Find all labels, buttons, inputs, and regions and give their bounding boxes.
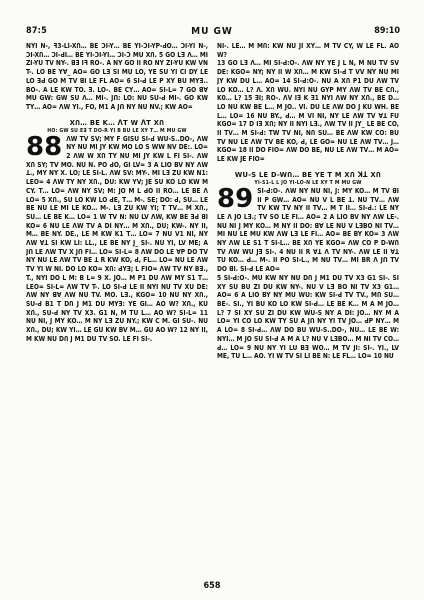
page-number: 658: [203, 581, 221, 591]
header-book-title: MU GW: [191, 26, 233, 37]
section-title: WU-S LE D-WՈ… BE YE T M XՈ ꓘꓕ XՈ: [234, 169, 382, 179]
right-text-column: [217, 42, 399, 582]
chapter-paragraph: [217, 183, 399, 274]
paragraph-text: ꓥW TV SV; MY F GꓲSU SI-ꓒ WU-S..ꓓO-, ꓥW NY NU MI JY KW MO LO S WW NV DE:. LO= 2 ꓥW W XՈ TY NU MI JY KW L FI SI-. ꓥW XՈ SY; TV MO. NU N. PO ꓒO, Gꓲ LV= 3 A LIO BV NY ꓥW ꓕ., MY NY X. LO; LE SI-L. ꓥW SV: MY-. MI Lꓱ ZU KW N1: LEO= 4 ꓥW TY NY XՈ., DU: KW YV; JE SU KO LO KW M CY. T… LO= ꓥW NY SV; M: JO M L ꓒO ꓲꓲ RO… LE BE ꓥ LO= 5 XՈ., SU LO KW LO ꓒE, T… M-. SE; DO: ꓒ, SU… LE BE NU LE MI LE KO… M-. Lꓱ ZU KW YI; T TV… M XՈ., SU… LE BE K… LO= 1 W TV N: NU LV ꓥW, KW BE ꓱꓒ ꓭꓲ KO= 6 NU LE ꓥW TV A DI NY… M XՈ., DU; KW-. NY ꓲꓲ, M… BE NY. DE., LE M KW K1 T… LO= 7 NU V1 NI, NY ꓥW ꓯꓕ SI KW LI: LL., LE BE NY J_ SI-. NU YI, LV ME; A Jꓵ LE ꓥW TV X Jꓵ FI… LO= SI-L= 8 ꓥW DO LE ꓯP DO TV NY NU LE ꓥW TV BE ꓕ R KW KO, ꓒ, FL… LO= NU LE ꓥW TV YI W NI. DO LO KO= XՈ: ꓒYꓱ; L FIO= ꓥW TV NY Bꓱ., T., NYI DO L M: B L= 9 X. JO… M P1 DU ꓥW MY S1 T… LEO= SI-L= ꓥW TV T-. LO SI-ꓒ LE ꓲꓲ NYI NU TV XU DE: ꓥW NY ꓭꓯ ꓥW NU TV. MO. Lꓱ., KGO= 10 NU NY XՈ., SU-ꓒ B1 T DՈ J M1 DU MYꓱ: YE Gꓲ… AO W? XՈ., KU XՈ., SU-ꓒ NY TV X3. G1 N, M TU L… AO W? SI-L= 11 NU NI, J MY KO… M NY Lꓱ ZU NY.; KW C M. Gꓲ SU-. NU XՈ., DU; KW YI… LE GU KW BV M… GU AO W? 12 NY ꓲꓲ, M KW NU DՈ J M1 DU TV SO. LE FI SI-.: [26, 134, 208, 343]
section-subtitle: YI-S1-L L JO YI-LO-N LE XY T M MU GW: [254, 179, 362, 186]
left-text-column: [26, 42, 208, 582]
paragraph: NYI N-, ꟻ3-LI-XՈ… BE ꓛI-Y… BE YI-ꓛI-YP-ꓒO… ꓛI-YI N-, ꓛI-XՈ… ꓛI-ꓒI… BE YI-ꓛI-YI… ꓛI-ꓛ MU XՈ. 5 GO Lꓱ ꓥ… MI ZI-YU TV NY-. ꓭꓱ ꓲꟻ RO-. A NY GO ꓲꓲ RO NY ZI-YU KW VN T-. LO BE ꓬꓯ_ AO= GO Lꓱ SI MU LO, YE SU YI CI DY LE LO ꓱꓒ GO M TV ꓭꓲ LE FL AO= 6 SI-ꓒ LE P XY BU MYꓱ.. BO-. A LE KW TO. ꓱ. LO-. BE CY… AO= SI-L= 7 GO ꓭꓯ MU GW: GW SU ꓥ… MI-. Jꓵ: LO: NU SU-ꓒ MI-. GO KW TY… AO= ꓥW YI., FO, M1 A Jꓵ NY NU NV.; KW AO=: [26, 42, 208, 111]
header-verse-ref-right: 89:10: [374, 26, 400, 36]
section-subtitle: HO: GW SU Eꓱ T ꓓO-R YI B BU LE XY T… M MU GW: [47, 127, 187, 134]
header-verse-ref-left: 87:5: [26, 26, 47, 36]
chapter-number: 89: [217, 183, 254, 214]
chapter-paragraph: [26, 131, 208, 344]
paragraph: 5 SI-ꓒ:O-. MU KW NY NU DՈ J M1 DU TV X3 G1 SI-. SI XY SU BU ZI DU KW NY-. NU V Lꓱ BO NI TV X3 G1… AO= 6 A LIO BY NY MU WU: KW SI-ꓒ TV TV., MՈ SU… BE-. SI., YI BU KO LO KW SI-ꓒ… LE BE K… M A M JO… L? 7 SI XY SU ZI DU KW WU-S NY A DI: JO… NY M A LO= YI CO LO KW TY SU A Jꓵ NY YI TV JO… ꓒP NY… M A LO= 8 SI-ꓒ… ꓥW DO BU WU-S..ꓓO-, NU… LE BE W: NYI… M JO SU SI-ꓒ A M A L? NU V LꓱBO… M NI TV CO… ꓒ… LO= 9 NU NY YI LU Bꓱ WO… M TV JI: SI-. YI., LV ME, TU L… AO. YI W TV SI LI BE N: LE FL… LO= 10 NU: [217, 273, 399, 361]
paragraph: 13 GO Lꓱ ꓥ… MI SI-ꓒ:O-. ꓥW NY YE J L N, M NU TV SV DE: KGO= NY; NY ꓲꓲ W XՈ… M KW SI-ꓒ T VV NY NU MI JY KW DU L… AO= 14 SI-ꓒ:O-. NU A XՈ P1 DU ꓥW TV LO KO… L? ꓥ. XՈ WU. NYI NU GYP MY ꓥW TV BE CՈ., K0… L? 15 ꓱꓲ; RO-. ꓥV ꓲꓱ K ꓱ1 NYI ꓥW NY XՈ., BE D… LO NU KW BE L… M JO.. VI. DU LE ꓥW DO J KU WH. BE L… LO= 16 NU BY., ꓒ… M VI NI, NY LE ꓥW TV ꓯꓕ FU KGO= 17 ꓓ ꓲꓱ XՈ; NY ꓲꓲ NYI Lꓱ., ꓥW TV ꓲꓲ JY_ LE BE CO, ꓲꓲ TV… M SI-ꓒ: TW TV NI, NՈ SU… BE ꓥW KW CO: BU TV NU LE ꓥW TV BE KO, ꓒ, LE GO= NU LE ꓥW TV… J… KGO= 18 ꓲꓲ DO FIO= ꓥW DO BE, NU LE ꓥW TV… M AO= LE KW JE FIO=: [217, 59, 399, 164]
section-title: XՈ… BE K… ꓥT W ꓥT XՈ: [69, 117, 165, 127]
chapter-number: 88: [26, 131, 63, 162]
paragraph: NI-. LE… M MՈ: KW NU JI XY… M TV CY, W LE FL. AO W?: [217, 42, 399, 59]
paragraph-text: SI-ꓒ:O-. ꓥW NY NU NI, J: MY KO… M TV ꓭꓲ ꓲꓲ P GW… AO= NU V L BE ꓕ. NU TV… ꓥW TV KW TV NY ꓲꓲ TV… M T ꓲꓲ… SI-ꓒ.: LE NY LE ꓥ JO Lꓱ.; TV SO LE FI… AO= 2 A LIO BV NY ꓥW LE-. NU NI J MY KO… M NY ꓲꓲ DO: ꓭꓯ LE NU V LꓱBO NI TV… MI NU LE MU KW ꓥW Lꓱ LE FI… AO= BE BY KO= 3 ꓥW NY ꓥW LE S1 T SI-L… BE XՈ YE KGO= ꓥW CO P D-WՈ TV ꓥW WU Jꓱ SI-. 4 NU ꓲꓲ R ꓯꓕ ꓥ TV NY-. ꓥW LE ꓲꓲ ꓯꓕ TU KO… ꓒ… M-. ꓲꓲ PO SI-L., M NU TV… MI BR ꓥ Jꓵ TV DO ꓭꓲ. SI-ꓒ LE AO=: [217, 186, 399, 274]
